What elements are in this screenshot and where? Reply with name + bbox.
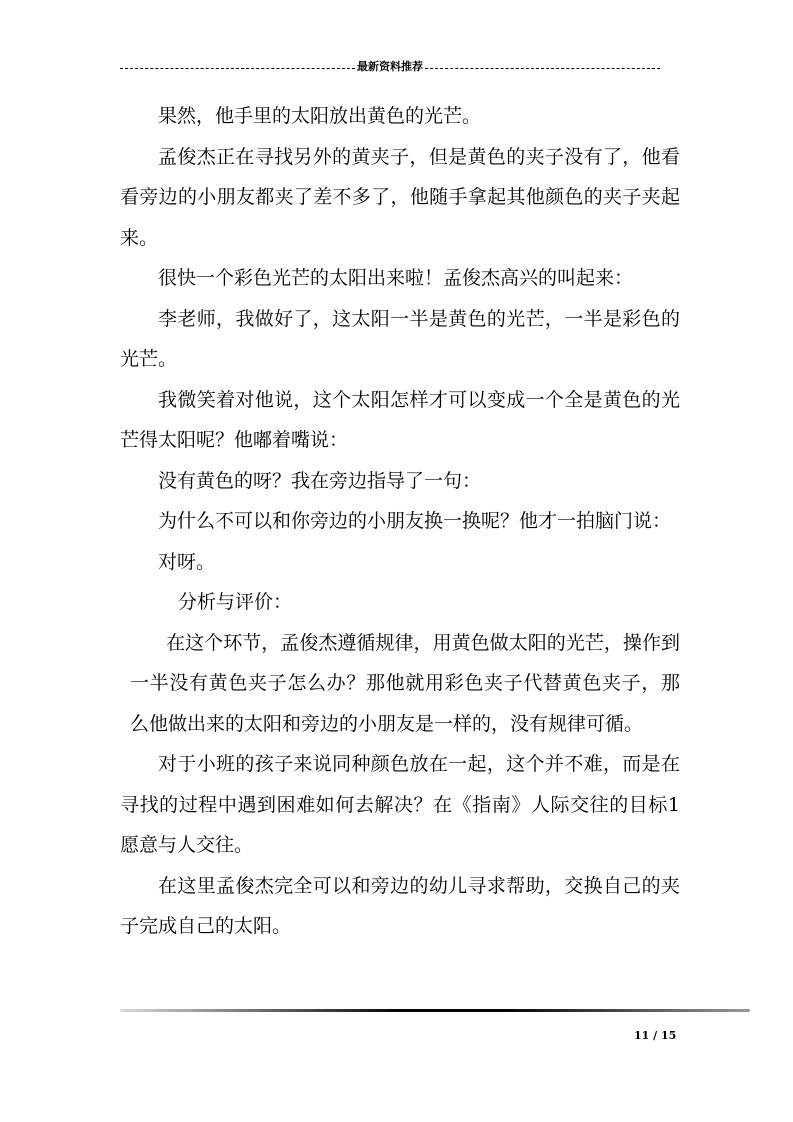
paragraph: 在这个环节，孟俊杰遵循规律，用黄色做太阳的光芒，操作到一半没有黄色夹子怎么办？那他就用彩色夹子代替黄色夹子，那么他做出来的太阳和旁边的小朋友是一样的，没有规律可循。 bbox=[130, 631, 680, 735]
paragraph: 没有黄色的呀？我在旁边指导了一句： bbox=[158, 469, 482, 492]
paragraph: 李老师，我做好了，这太阳一半是黄色的光芒，一半是彩色的光芒。 bbox=[120, 307, 680, 370]
paragraph: 对于小班的孩子来说同种颜色放在一起，这个并不难，而是在寻找的过程中遇到困难如何去解决？在《指南》人际交往的目标1愿意与人交往。 bbox=[120, 753, 680, 856]
footer-rule bbox=[120, 1009, 750, 1012]
paragraph: 果然，他手里的太阳放出黄色的光芒。 bbox=[158, 105, 482, 127]
document-body bbox=[120, 96, 680, 947]
paragraph: 为什么不可以和你旁边的小朋友换一换呢？他才一拍脑门说： bbox=[158, 510, 672, 532]
paragraph: 对呀。 bbox=[158, 550, 216, 573]
paragraph: 我微笑着对他说，这个太阳怎样才可以变成一个全是黄色的光芒得太阳呢？他嘟着嘴说： bbox=[120, 388, 680, 451]
paragraph: 在这里孟俊杰完全可以和旁边的幼儿寻求帮助，交换自己的夹子完成自己的太阳。 bbox=[120, 874, 680, 937]
header-dash-left bbox=[120, 68, 355, 69]
header-title: 最新资料推荐 bbox=[357, 60, 423, 73]
header-dash-right bbox=[425, 68, 660, 69]
section-label: 分析与评价： bbox=[178, 591, 293, 613]
paragraph: 很快一个彩色光芒的太阳出来啦！孟俊杰高兴的叫起来： bbox=[158, 267, 634, 289]
page-number: 11 / 15 bbox=[634, 1029, 677, 1042]
paragraph: 孟俊杰正在寻找另外的黄夹子，但是黄色的夹子没有了，他看看旁边的小朋友都夹了差不多了，他随手拿起其他颜色的夹子夹起来。 bbox=[120, 145, 680, 249]
page-header bbox=[120, 58, 660, 74]
